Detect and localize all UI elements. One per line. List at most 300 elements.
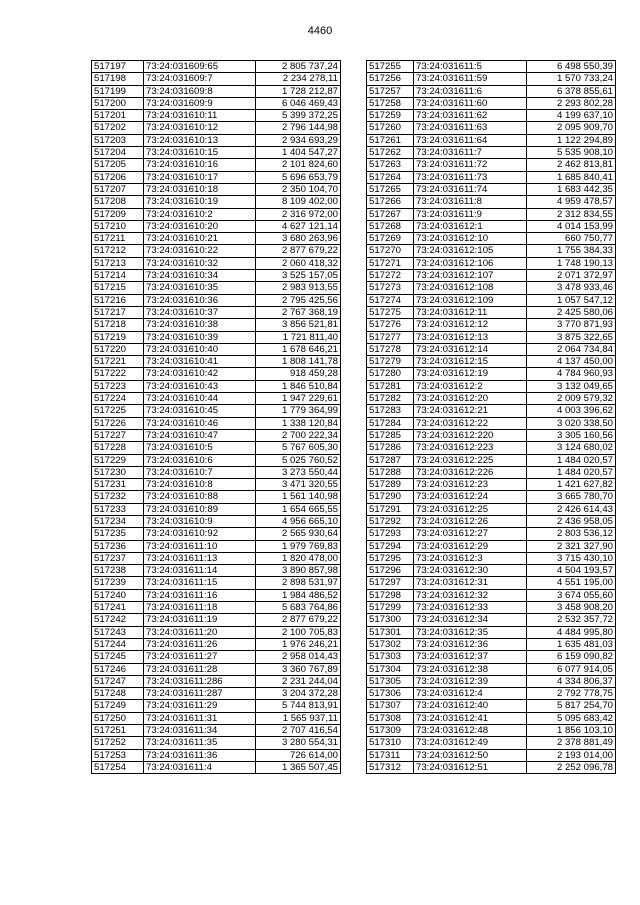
cadastral-value: 3 471 320,55 xyxy=(256,479,341,491)
table-row xyxy=(92,97,341,109)
table-row xyxy=(92,122,341,134)
record-number: 517310 xyxy=(367,737,414,749)
record-number: 517278 xyxy=(367,343,414,355)
cadastral-number: 73:24:031612:223 xyxy=(414,442,527,454)
table-row xyxy=(92,540,341,552)
cadastral-number: 73:24:031612:24 xyxy=(414,491,527,503)
table-row xyxy=(367,343,616,355)
record-number: 517213 xyxy=(92,257,144,269)
cadastral-number: 73:24:031611:35 xyxy=(144,737,256,749)
table-row xyxy=(92,183,341,195)
record-number: 517205 xyxy=(92,159,144,171)
cadastral-number: 73:24:031610:45 xyxy=(144,405,256,417)
cadastral-number: 73:24:031611:31 xyxy=(144,712,256,724)
table-row xyxy=(92,491,341,503)
cadastral-value: 4 484 995,80 xyxy=(527,626,616,638)
record-number: 517241 xyxy=(92,602,144,614)
record-number: 517267 xyxy=(367,208,414,220)
cadastral-value: 4 334 806,37 xyxy=(527,675,616,687)
cadastral-value: 4 784 960,93 xyxy=(527,368,616,380)
table-row xyxy=(367,602,616,614)
table-row xyxy=(367,417,616,429)
cadastral-value: 3 674 055,60 xyxy=(527,589,616,601)
cadastral-value: 1 976 246,21 xyxy=(256,638,341,650)
record-number: 517295 xyxy=(367,552,414,564)
table-row xyxy=(367,540,616,552)
record-number: 517290 xyxy=(367,491,414,503)
cadastral-number: 73:24:031612:106 xyxy=(414,257,527,269)
record-number: 517259 xyxy=(367,110,414,122)
record-number: 517287 xyxy=(367,454,414,466)
cadastral-number: 73:24:031610:42 xyxy=(144,368,256,380)
table-row xyxy=(367,725,616,737)
record-number: 517294 xyxy=(367,540,414,552)
record-number: 517240 xyxy=(92,589,144,601)
cadastral-number: 73:24:031612:27 xyxy=(414,528,527,540)
cadastral-number: 73:24:031612:23 xyxy=(414,479,527,491)
record-number: 517212 xyxy=(92,245,144,257)
record-number: 517248 xyxy=(92,688,144,700)
record-number: 517206 xyxy=(92,171,144,183)
table-row xyxy=(367,122,616,134)
cadastral-value: 1 635 481,03 xyxy=(527,638,616,650)
record-number: 517243 xyxy=(92,626,144,638)
cadastral-number: 73:24:031612:14 xyxy=(414,343,527,355)
cadastral-number: 73:24:031612:3 xyxy=(414,552,527,564)
cadastral-number: 73:24:031612:33 xyxy=(414,602,527,614)
cadastral-value: 1 748 190,13 xyxy=(527,257,616,269)
record-number: 517281 xyxy=(367,380,414,392)
record-number: 517286 xyxy=(367,442,414,454)
table-row xyxy=(367,565,616,577)
record-number: 517304 xyxy=(367,663,414,675)
cadastral-value: 2 378 881,49 xyxy=(527,737,616,749)
cadastral-number: 73:24:031611:74 xyxy=(414,183,527,195)
cadastral-value: 2 877 679,22 xyxy=(256,245,341,257)
cadastral-number: 73:24:031611:20 xyxy=(144,626,256,638)
cadastral-value: 2 983 913,55 xyxy=(256,282,341,294)
cadastral-value: 6 498 550,39 xyxy=(527,61,616,73)
record-number: 517257 xyxy=(367,85,414,97)
table-row xyxy=(92,368,341,380)
cadastral-value: 1 984 486,52 xyxy=(256,589,341,601)
table-row xyxy=(367,528,616,540)
cadastral-number: 73:24:031612:32 xyxy=(414,589,527,601)
cadastral-number: 73:24:031612:29 xyxy=(414,540,527,552)
cadastral-value: 2 101 824,60 xyxy=(256,159,341,171)
record-number: 517274 xyxy=(367,294,414,306)
record-number: 517256 xyxy=(367,73,414,85)
cadastral-number: 73:24:031612:40 xyxy=(414,700,527,712)
cadastral-number: 73:24:031611:18 xyxy=(144,602,256,614)
cadastral-number: 73:24:031610:88 xyxy=(144,491,256,503)
cadastral-number: 73:24:031610:20 xyxy=(144,220,256,232)
record-number: 517273 xyxy=(367,282,414,294)
cadastral-number: 73:24:031610:7 xyxy=(144,466,256,478)
table-row xyxy=(367,306,616,318)
table-row xyxy=(367,257,616,269)
record-number: 517262 xyxy=(367,147,414,159)
cadastral-value: 4 014 153,99 xyxy=(527,220,616,232)
table-row xyxy=(92,602,341,614)
table-row xyxy=(367,712,616,724)
table-row xyxy=(92,110,341,122)
table-row xyxy=(367,429,616,441)
cadastral-value: 2 231 244,04 xyxy=(256,675,341,687)
cadastral-number: 73:24:031612:109 xyxy=(414,294,527,306)
cadastral-number: 73:24:031611:36 xyxy=(144,749,256,761)
cadastral-number: 73:24:031612:220 xyxy=(414,429,527,441)
record-number: 517201 xyxy=(92,110,144,122)
cadastral-value: 1 654 665,55 xyxy=(256,503,341,515)
table-row xyxy=(92,565,341,577)
table-row xyxy=(92,442,341,454)
record-number: 517268 xyxy=(367,220,414,232)
record-number: 517279 xyxy=(367,356,414,368)
cadastral-number: 73:24:031612:26 xyxy=(414,515,527,527)
record-number: 517306 xyxy=(367,688,414,700)
record-number: 517245 xyxy=(92,651,144,663)
record-number: 517299 xyxy=(367,602,414,614)
cadastral-value: 1 565 937,11 xyxy=(256,712,341,724)
table-row xyxy=(92,712,341,724)
table-row xyxy=(92,651,341,663)
record-number: 517234 xyxy=(92,515,144,527)
cadastral-value: 5 025 760,52 xyxy=(256,454,341,466)
record-number: 517298 xyxy=(367,589,414,601)
cadastral-number: 73:24:031612:37 xyxy=(414,651,527,663)
cadastral-number: 73:24:031610:6 xyxy=(144,454,256,466)
record-number: 517217 xyxy=(92,306,144,318)
table-row xyxy=(367,282,616,294)
cadastral-value: 1 570 733,24 xyxy=(527,73,616,85)
record-number: 517227 xyxy=(92,429,144,441)
table-row xyxy=(367,171,616,183)
table-row xyxy=(367,393,616,405)
cadastral-value: 6 159 090,82 xyxy=(527,651,616,663)
record-number: 517276 xyxy=(367,319,414,331)
table-row xyxy=(92,675,341,687)
cadastral-value: 1 808 141,78 xyxy=(256,356,341,368)
cadastral-number: 73:24:031610:37 xyxy=(144,306,256,318)
cadastral-value: 3 280 554,31 xyxy=(256,737,341,749)
cadastral-number: 73:24:031610:32 xyxy=(144,257,256,269)
table-row xyxy=(92,233,341,245)
table-row xyxy=(367,331,616,343)
cadastral-number: 73:24:031611:62 xyxy=(414,110,527,122)
cadastral-number: 73:24:031610:40 xyxy=(144,343,256,355)
record-number: 517203 xyxy=(92,134,144,146)
cadastral-value: 2 071 372,97 xyxy=(527,270,616,282)
cadastral-number: 73:24:031610:8 xyxy=(144,479,256,491)
record-number: 517272 xyxy=(367,270,414,282)
table-row xyxy=(92,85,341,97)
cadastral-number: 73:24:031611:13 xyxy=(144,552,256,564)
cadastral-number: 73:24:031611:14 xyxy=(144,565,256,577)
record-number: 517198 xyxy=(92,73,144,85)
table-row xyxy=(92,761,341,773)
cadastral-value: 1 122 294,89 xyxy=(527,134,616,146)
cadastral-number: 73:24:031610:47 xyxy=(144,429,256,441)
table-row xyxy=(367,589,616,601)
cadastral-value: 2 193 014,00 xyxy=(527,749,616,761)
cadastral-value: 2 877 679,22 xyxy=(256,614,341,626)
table-row xyxy=(367,638,616,650)
cadastral-value: 2 252 096,78 xyxy=(527,761,616,773)
cadastral-value: 2 707 416,54 xyxy=(256,725,341,737)
cadastral-value: 660 750,77 xyxy=(527,233,616,245)
table-row xyxy=(367,405,616,417)
page-number: 4460 xyxy=(307,25,333,37)
record-number: 517200 xyxy=(92,97,144,109)
table-row xyxy=(367,233,616,245)
record-number: 517222 xyxy=(92,368,144,380)
cadastral-number: 73:24:031611:16 xyxy=(144,589,256,601)
record-number: 517271 xyxy=(367,257,414,269)
table-row xyxy=(367,196,616,208)
cadastral-number: 73:24:031612:30 xyxy=(414,565,527,577)
cadastral-value: 1 820 478,00 xyxy=(256,552,341,564)
table-row xyxy=(367,761,616,773)
record-number: 517263 xyxy=(367,159,414,171)
cadastral-number: 73:24:031612:50 xyxy=(414,749,527,761)
record-number: 517275 xyxy=(367,306,414,318)
table-row xyxy=(367,147,616,159)
record-number: 517230 xyxy=(92,466,144,478)
record-number: 517226 xyxy=(92,417,144,429)
table-row xyxy=(367,626,616,638)
table-row xyxy=(92,749,341,761)
cadastral-number: 73:24:031610:9 xyxy=(144,515,256,527)
cadastral-value: 3 856 521,81 xyxy=(256,319,341,331)
cadastral-value: 3 360 767,89 xyxy=(256,663,341,675)
table-row xyxy=(367,688,616,700)
table-row xyxy=(367,220,616,232)
cadastral-value: 2 532 357,72 xyxy=(527,614,616,626)
record-number: 517210 xyxy=(92,220,144,232)
cadastral-value: 918 459,28 xyxy=(256,368,341,380)
table-row xyxy=(367,245,616,257)
record-number: 517219 xyxy=(92,331,144,343)
cadastral-number: 73:24:031610:36 xyxy=(144,294,256,306)
table-row xyxy=(92,220,341,232)
cadastral-number: 73:24:031610:38 xyxy=(144,319,256,331)
cadastral-number: 73:24:031612:38 xyxy=(414,663,527,675)
cadastral-value: 3 132 049,65 xyxy=(527,380,616,392)
cadastral-value: 3 478 933,46 xyxy=(527,282,616,294)
record-number: 517215 xyxy=(92,282,144,294)
table-row xyxy=(92,528,341,540)
cadastral-number: 73:24:031612:49 xyxy=(414,737,527,749)
record-number: 517231 xyxy=(92,479,144,491)
cadastral-number: 73:24:031612:31 xyxy=(414,577,527,589)
table-row xyxy=(367,491,616,503)
cadastral-number: 73:24:031612:48 xyxy=(414,725,527,737)
cadastral-value: 1 484 020,57 xyxy=(527,454,616,466)
record-number: 517303 xyxy=(367,651,414,663)
record-number: 517297 xyxy=(367,577,414,589)
record-number: 517229 xyxy=(92,454,144,466)
table-row xyxy=(367,663,616,675)
cadastral-value: 2 792 778,75 xyxy=(527,688,616,700)
record-number: 517224 xyxy=(92,393,144,405)
record-number: 517211 xyxy=(92,233,144,245)
cadastral-number: 73:24:031611:5 xyxy=(414,61,527,73)
table-row xyxy=(367,700,616,712)
table-row xyxy=(92,454,341,466)
cadastral-number: 73:24:031612:41 xyxy=(414,712,527,724)
record-number: 517296 xyxy=(367,565,414,577)
record-number: 517269 xyxy=(367,233,414,245)
cadastral-number: 73:24:031612:19 xyxy=(414,368,527,380)
cadastral-number: 73:24:031612:226 xyxy=(414,466,527,478)
record-number: 517202 xyxy=(92,122,144,134)
cadastral-value: 2 898 531,97 xyxy=(256,577,341,589)
record-number: 517214 xyxy=(92,270,144,282)
cadastral-number: 73:24:031610:46 xyxy=(144,417,256,429)
table-row xyxy=(92,700,341,712)
cadastral-number: 73:24:031612:39 xyxy=(414,675,527,687)
cadastral-number: 73:24:031610:89 xyxy=(144,503,256,515)
cadastral-number: 73:24:031611:60 xyxy=(414,97,527,109)
cadastral-number: 73:24:031609:9 xyxy=(144,97,256,109)
table-row xyxy=(367,97,616,109)
cadastral-number: 73:24:031612:34 xyxy=(414,614,527,626)
table-row xyxy=(92,282,341,294)
cadastral-value: 3 273 550,44 xyxy=(256,466,341,478)
cadastral-value: 3 875 322,65 xyxy=(527,331,616,343)
cadastral-number: 73:24:031611:287 xyxy=(144,688,256,700)
table-row xyxy=(92,479,341,491)
table-row xyxy=(367,270,616,282)
table-row xyxy=(92,503,341,515)
record-number: 517232 xyxy=(92,491,144,503)
table-row xyxy=(367,737,616,749)
record-number: 517284 xyxy=(367,417,414,429)
cadastral-value: 4 627 121,14 xyxy=(256,220,341,232)
cadastral-value: 1 947 229,61 xyxy=(256,393,341,405)
cadastral-value: 1 561 140,98 xyxy=(256,491,341,503)
record-number: 517218 xyxy=(92,319,144,331)
table-row xyxy=(367,552,616,564)
record-number: 517208 xyxy=(92,196,144,208)
cadastral-value: 3 020 338,50 xyxy=(527,417,616,429)
cadastral-value: 5 696 653,79 xyxy=(256,171,341,183)
cadastral-value: 4 504 193,57 xyxy=(527,565,616,577)
cadastral-number: 73:24:031609:65 xyxy=(144,61,256,73)
table-row xyxy=(92,159,341,171)
record-number: 517266 xyxy=(367,196,414,208)
cadastral-value: 1 755 384,33 xyxy=(527,245,616,257)
cadastral-value: 2 350 104,70 xyxy=(256,183,341,195)
record-number: 517221 xyxy=(92,356,144,368)
cadastral-number: 73:24:031610:18 xyxy=(144,183,256,195)
cadastral-value: 1 338 120,84 xyxy=(256,417,341,429)
cadastral-number: 73:24:031611:9 xyxy=(414,208,527,220)
table-row xyxy=(92,577,341,589)
right-table xyxy=(366,60,616,774)
record-number: 517277 xyxy=(367,331,414,343)
record-number: 517246 xyxy=(92,663,144,675)
record-number: 517307 xyxy=(367,700,414,712)
cadastral-number: 73:24:031612:51 xyxy=(414,761,527,773)
record-number: 517280 xyxy=(367,368,414,380)
table-row xyxy=(92,270,341,282)
cadastral-value: 5 399 372,25 xyxy=(256,110,341,122)
record-number: 517207 xyxy=(92,183,144,195)
table-row xyxy=(92,626,341,638)
table-row xyxy=(92,171,341,183)
table-row xyxy=(367,503,616,515)
record-number: 517209 xyxy=(92,208,144,220)
cadastral-value: 1 685 840,41 xyxy=(527,171,616,183)
cadastral-number: 73:24:031610:43 xyxy=(144,380,256,392)
cadastral-number: 73:24:031612:21 xyxy=(414,405,527,417)
cadastral-number: 73:24:031610:44 xyxy=(144,393,256,405)
cadastral-number: 73:24:031611:26 xyxy=(144,638,256,650)
record-number: 517235 xyxy=(92,528,144,540)
cadastral-number: 73:24:031610:11 xyxy=(144,110,256,122)
cadastral-value: 5 744 813,91 xyxy=(256,700,341,712)
record-number: 517255 xyxy=(367,61,414,73)
table-row xyxy=(92,663,341,675)
record-number: 517282 xyxy=(367,393,414,405)
cadastral-value: 2 425 580,06 xyxy=(527,306,616,318)
record-number: 517293 xyxy=(367,528,414,540)
left-table xyxy=(91,60,341,774)
cadastral-number: 73:24:031612:10 xyxy=(414,233,527,245)
record-number: 517305 xyxy=(367,675,414,687)
record-number: 517250 xyxy=(92,712,144,724)
table-row xyxy=(92,429,341,441)
cadastral-value: 1 484 020,57 xyxy=(527,466,616,478)
cadastral-value: 5 767 605,30 xyxy=(256,442,341,454)
cadastral-number: 73:24:031611:19 xyxy=(144,614,256,626)
table-row xyxy=(92,393,341,405)
table-row xyxy=(367,356,616,368)
cadastral-value: 5 817 254,70 xyxy=(527,700,616,712)
table-row xyxy=(92,515,341,527)
table-row xyxy=(92,147,341,159)
cadastral-number: 73:24:031611:29 xyxy=(144,700,256,712)
table-row xyxy=(367,466,616,478)
cadastral-value: 3 525 157,05 xyxy=(256,270,341,282)
table-row xyxy=(92,589,341,601)
record-number: 517311 xyxy=(367,749,414,761)
table-row xyxy=(92,343,341,355)
record-number: 517239 xyxy=(92,577,144,589)
cadastral-value: 1 728 212,87 xyxy=(256,85,341,97)
record-number: 517260 xyxy=(367,122,414,134)
cadastral-value: 2 293 802,28 xyxy=(527,97,616,109)
cadastral-number: 73:24:031612:13 xyxy=(414,331,527,343)
cadastral-value: 4 551 195,00 xyxy=(527,577,616,589)
cadastral-value: 4 003 396,62 xyxy=(527,405,616,417)
cadastral-number: 73:24:031611:59 xyxy=(414,73,527,85)
table-row xyxy=(367,73,616,85)
table-row xyxy=(367,85,616,97)
cadastral-value: 6 046 469,43 xyxy=(256,97,341,109)
table-row xyxy=(92,257,341,269)
record-number: 517261 xyxy=(367,134,414,146)
table-row xyxy=(367,614,616,626)
table-row xyxy=(367,294,616,306)
cadastral-value: 1 779 364,99 xyxy=(256,405,341,417)
table-row xyxy=(92,466,341,478)
record-number: 517253 xyxy=(92,749,144,761)
record-number: 517220 xyxy=(92,343,144,355)
record-number: 517216 xyxy=(92,294,144,306)
